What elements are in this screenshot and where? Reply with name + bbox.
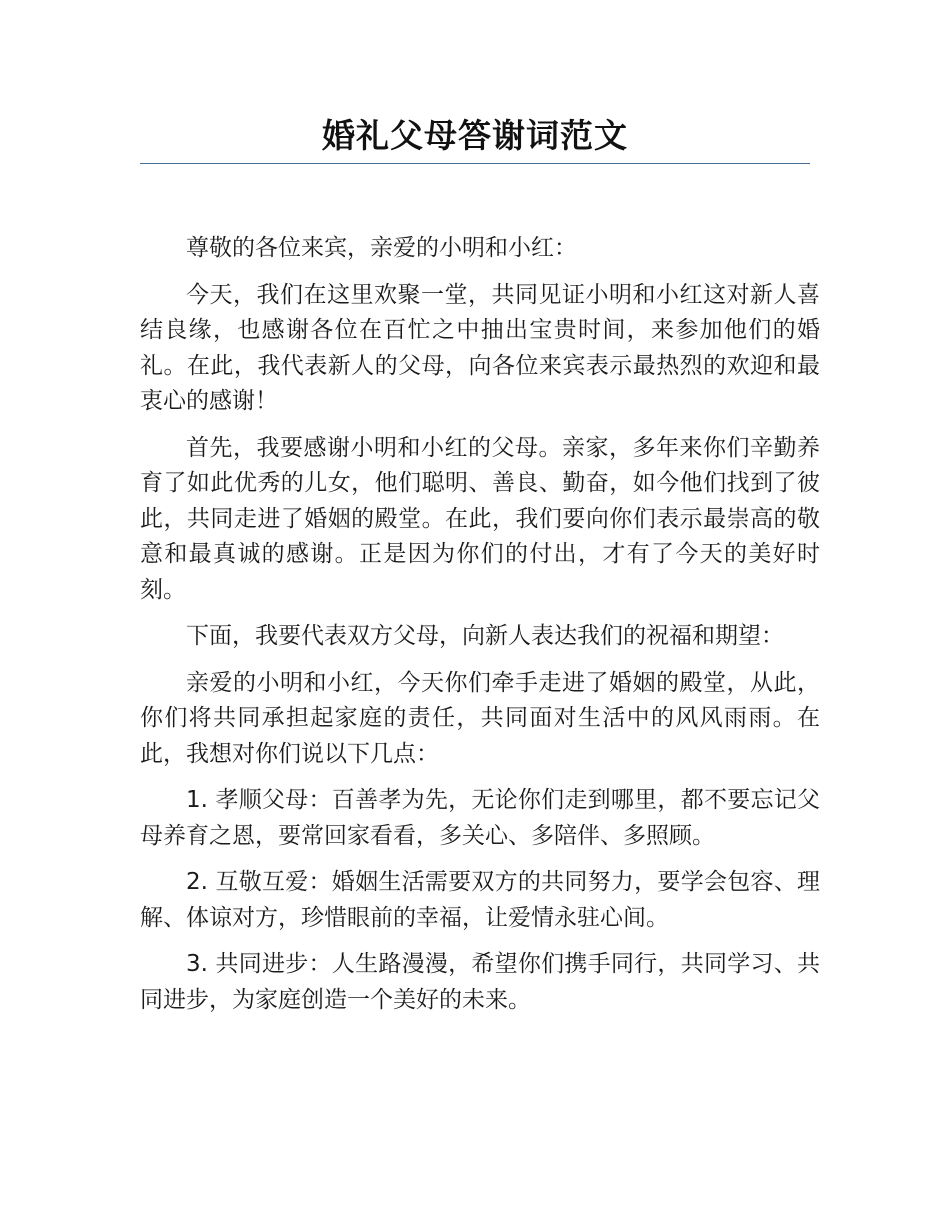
welcome-paragraph: 今天，我们在这里欢聚一堂，共同见证小明和小红这对新人喜结良缘，也感谢各位在百忙之中抽出宝贵时间，来参加他们的婚礼。在此，我代表新人的父母，向各位来宾表示最热烈的欢迎和最衷心的感谢！: [140, 281, 820, 414]
blessing-intro-paragraph: 下面，我要代表双方父母，向新人表达我们的祝福和期望：: [186, 623, 784, 649]
advice-item-1: 1. 孝顺父母：百善孝为先，无论你们走到哪里，都不要忘记父母养育之恩，要常回家看看，多关心、多陪伴、多照顾。: [140, 787, 820, 849]
advice-item-3: 3. 共同进步：人生路漫漫，希望你们携手同行，共同学习、共同进步，为家庭创造一个美好的未来。: [140, 951, 820, 1013]
document-body: [140, 231, 820, 1029]
document-title: 婚礼父母答谢词范文: [322, 116, 628, 155]
title-underline: [140, 163, 810, 164]
salutation-paragraph: 尊敬的各位来宾，亲爱的小明和小红：: [186, 235, 577, 261]
advice-intro-paragraph: 亲爱的小明和小红，今天你们牵手走进了婚姻的殿堂，从此，你们将共同承担起家庭的责任，共同面对生活中的风风雨雨。在此，我想对你们说以下几点：: [140, 669, 820, 767]
advice-item-2: 2. 互敬互爱：婚姻生活需要双方的共同努力，要学会包容、理解、体谅对方，珍惜眼前的幸福，让爱情永驻心间。: [140, 869, 820, 931]
thanks-parents-paragraph: 首先，我要感谢小明和小红的父母。亲家，多年来你们辛勤养育了如此优秀的儿女，他们聪明、善良、勤奋，如今他们找到了彼此，共同走进了婚姻的殿堂。在此，我们要向你们表示最崇高的敬意和最真诚的感谢。正是因为你们的付出，才有了今天的美好时刻。: [140, 434, 820, 603]
